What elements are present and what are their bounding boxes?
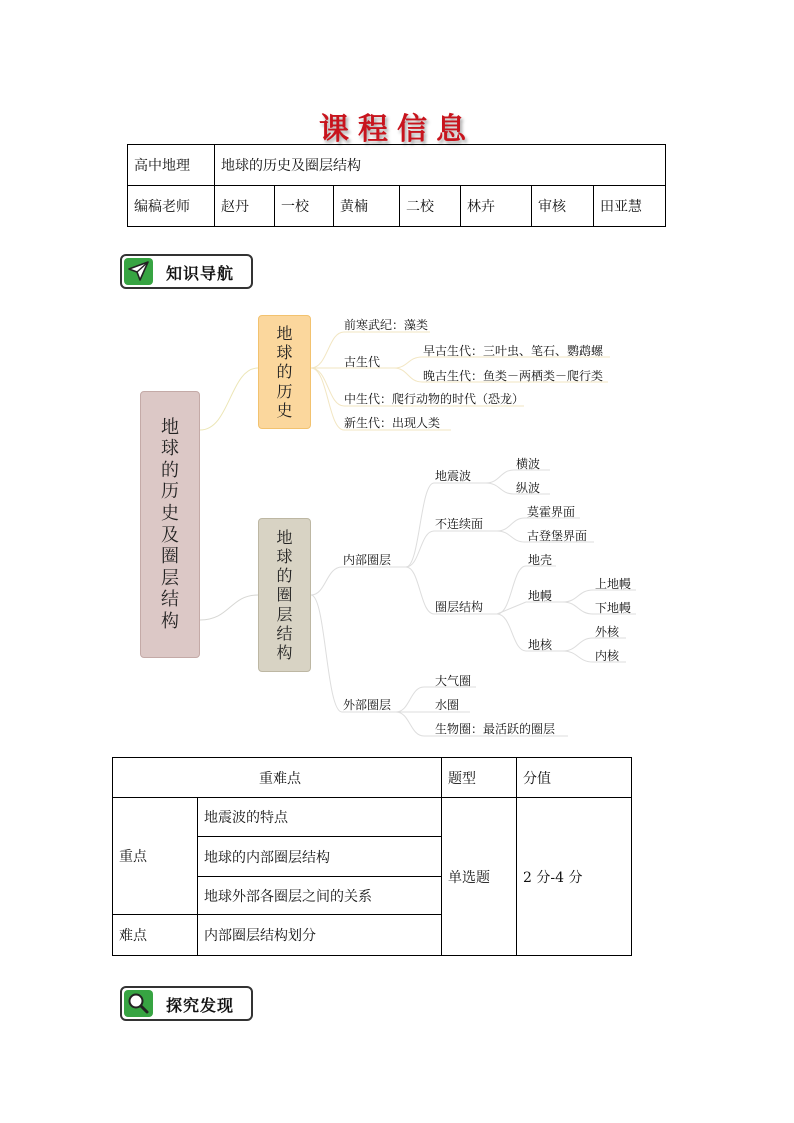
node-discontinuity: 不连续面 bbox=[435, 517, 484, 531]
node-cambrian: 前寒武纪：藻类 bbox=[344, 318, 429, 332]
layer-char: 的 bbox=[276, 566, 293, 586]
review-name-cell: 田亚慧 bbox=[594, 186, 666, 227]
history-char: 球 bbox=[276, 343, 293, 363]
header-question-type: 题型 bbox=[442, 758, 517, 798]
proof1-name-cell: 黄楠 bbox=[334, 186, 400, 227]
topic-cell: 地球的历史及圈层结构 bbox=[215, 145, 666, 186]
node-inner-core: 内核 bbox=[595, 649, 620, 663]
mindmap-root-node bbox=[140, 391, 200, 658]
explore-discover-button[interactable] bbox=[120, 986, 253, 1021]
history-char: 历 bbox=[276, 381, 293, 401]
layer-branch-node bbox=[258, 518, 311, 672]
score-cell: 2 分-4 分 bbox=[517, 798, 632, 956]
node-paleozoic: 古生代 bbox=[344, 355, 381, 369]
history-char: 的 bbox=[276, 362, 293, 382]
layer-char: 结 bbox=[276, 623, 293, 643]
subject-cell: 高中地理 bbox=[128, 145, 215, 186]
layer-char: 球 bbox=[276, 547, 293, 567]
node-layer-structure: 圈层结构 bbox=[435, 600, 484, 614]
root-char: 圈 bbox=[161, 546, 179, 568]
node-transverse-wave: 横波 bbox=[516, 457, 541, 471]
question-type-cell: 单选题 bbox=[442, 798, 517, 956]
editor-name-cell: 赵丹 bbox=[215, 186, 275, 227]
root-char: 层 bbox=[161, 567, 179, 589]
node-mantle: 地幔 bbox=[528, 589, 553, 603]
review-label-cell: 审核 bbox=[532, 186, 594, 227]
node-core: 地核 bbox=[528, 638, 553, 652]
key-point-item: 地球的内部圈层结构 bbox=[198, 837, 442, 877]
root-char: 史 bbox=[161, 502, 179, 524]
page-title: 课程信息 bbox=[319, 112, 475, 147]
node-lower-mantle: 下地幔 bbox=[595, 601, 632, 615]
node-cenozoic: 新生代：出现人类 bbox=[344, 416, 441, 430]
history-char: 地 bbox=[276, 324, 293, 344]
header-score: 分值 bbox=[517, 758, 632, 798]
magnifier-icon bbox=[124, 990, 153, 1017]
node-late-paleozoic: 晚古生代：鱼类－两栖类－爬行类 bbox=[423, 369, 604, 383]
node-moho: 莫霍界面 bbox=[527, 505, 576, 519]
root-char: 及 bbox=[161, 524, 179, 546]
proof2-label-cell: 二校 bbox=[400, 186, 461, 227]
root-char: 构 bbox=[161, 610, 179, 632]
layer-char: 层 bbox=[276, 604, 293, 624]
layer-char: 圈 bbox=[276, 585, 293, 605]
editor-label-cell: 编稿老师 bbox=[128, 186, 215, 227]
node-mesozoic: 中生代：爬行动物的时代（恐龙） bbox=[344, 392, 525, 406]
node-inner-layer: 内部圈层 bbox=[343, 553, 392, 567]
node-seismic-wave: 地震波 bbox=[435, 469, 472, 483]
proof1-label-cell: 一校 bbox=[275, 186, 334, 227]
node-crust: 地壳 bbox=[528, 553, 553, 567]
root-char: 历 bbox=[161, 481, 179, 503]
node-outer-core: 外核 bbox=[595, 625, 620, 639]
key-point-item: 地震波的特点 bbox=[198, 798, 442, 837]
node-early-paleozoic: 早古生代：三叶虫、笔石、鹦鹉螺 bbox=[423, 344, 604, 358]
node-hydrosphere: 水圈 bbox=[435, 698, 460, 712]
node-atmosphere: 大气圈 bbox=[435, 674, 472, 688]
node-outer-layer: 外部圈层 bbox=[343, 698, 392, 712]
node-upper-mantle: 上地幔 bbox=[595, 577, 632, 591]
explore-discover-label: 探究发现 bbox=[166, 996, 235, 1015]
difficulty-table bbox=[112, 757, 632, 956]
history-branch-node bbox=[258, 315, 311, 429]
key-point-item: 地球外部各圈层之间的关系 bbox=[198, 877, 442, 915]
key-point-label: 重点 bbox=[113, 798, 198, 915]
node-gutenberg: 古登堡界面 bbox=[527, 529, 588, 543]
root-char: 结 bbox=[161, 589, 179, 611]
root-char: 地 bbox=[161, 416, 179, 438]
knowledge-nav-label: 知识导航 bbox=[166, 264, 235, 283]
history-char: 史 bbox=[276, 400, 293, 420]
layer-char: 地 bbox=[276, 527, 293, 547]
root-char: 球 bbox=[161, 438, 179, 460]
hard-point-label: 难点 bbox=[113, 915, 198, 956]
node-longitudinal-wave: 纵波 bbox=[516, 481, 541, 495]
root-char: 的 bbox=[161, 459, 179, 481]
proof2-name-cell: 林卉 bbox=[461, 186, 532, 227]
hard-point-item: 内部圈层结构划分 bbox=[198, 915, 442, 956]
header-key-difficult: 重难点 bbox=[113, 758, 442, 798]
node-biosphere: 生物圈：最活跃的圈层 bbox=[435, 722, 556, 736]
layer-char: 构 bbox=[276, 642, 293, 662]
